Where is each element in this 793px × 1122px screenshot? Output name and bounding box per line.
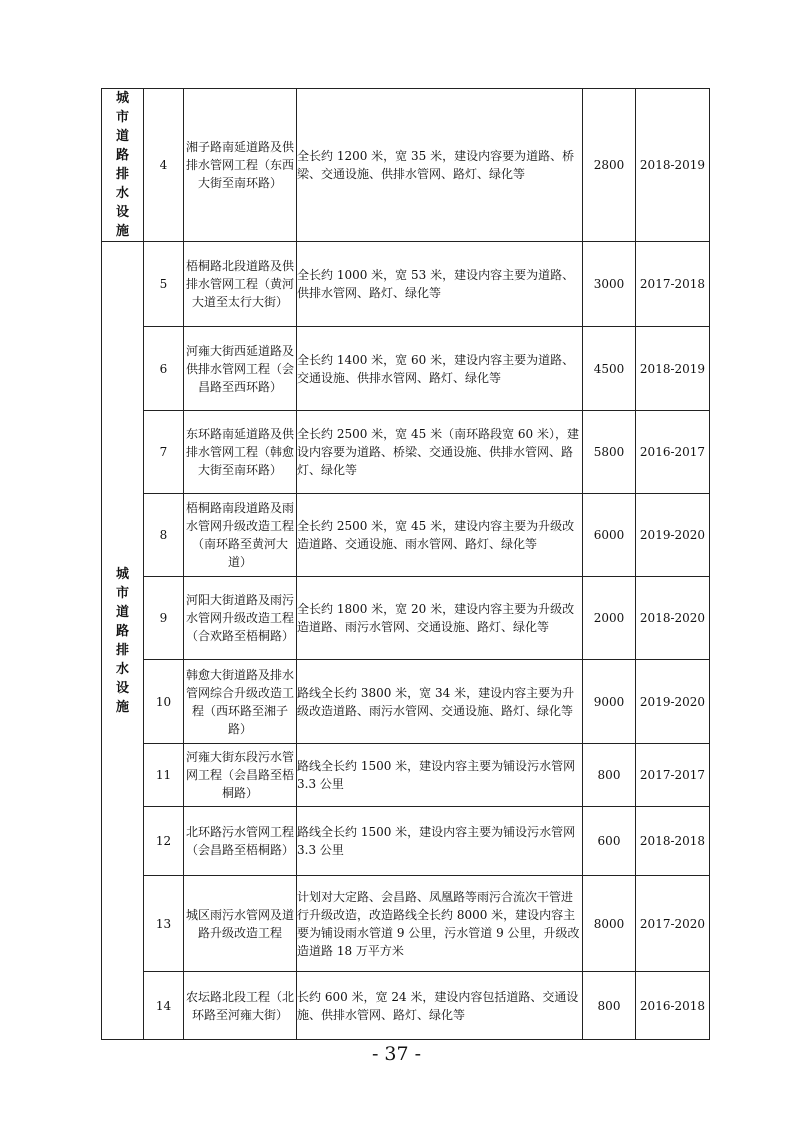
row-number: 10 bbox=[144, 660, 184, 744]
project-content: 路线全长约 1500 米，建设内容主要为铺设污水管网 3.3 公里 bbox=[297, 807, 583, 876]
project-name: 北环路污水管网工程（会昌路至梧桐路） bbox=[184, 807, 297, 876]
project-content: 长约 600 米，宽 24 米，建设内容包括道路、交通设施、供排水管网、路灯、绿化等 bbox=[297, 972, 583, 1040]
row-number: 6 bbox=[144, 327, 184, 411]
project-investment: 8000 bbox=[583, 876, 636, 972]
project-name: 农坛路北段工程（北环路至河雍大街） bbox=[184, 972, 297, 1040]
project-name: 湘子路南延道路及供排水管网工程（东西大街至南环路） bbox=[184, 89, 297, 242]
project-period: 2017-2018 bbox=[636, 242, 710, 327]
table-row bbox=[102, 876, 710, 972]
row-number: 11 bbox=[144, 744, 184, 807]
row-number: 12 bbox=[144, 807, 184, 876]
project-period: 2018-2019 bbox=[636, 89, 710, 242]
project-investment: 4500 bbox=[583, 327, 636, 411]
project-period: 2017-2017 bbox=[636, 744, 710, 807]
table-row bbox=[102, 744, 710, 807]
project-period: 2018-2020 bbox=[636, 577, 710, 660]
table-row bbox=[102, 577, 710, 660]
project-period: 2019-2020 bbox=[636, 494, 710, 577]
category-label: 城市道路排水设施 bbox=[115, 566, 129, 715]
table-row bbox=[102, 660, 710, 744]
project-period: 2018-2019 bbox=[636, 327, 710, 411]
project-name: 梧桐路南段道路及雨水管网升级改造工程（南环路至黄河大道） bbox=[184, 494, 297, 577]
project-name: 河阳大街道路及雨污水管网升级改造工程（合欢路至梧桐路） bbox=[184, 577, 297, 660]
category-cell bbox=[102, 89, 144, 242]
project-name: 东环路南延道路及供排水管网工程（韩愈大街至南环路） bbox=[184, 411, 297, 494]
table-row bbox=[102, 807, 710, 876]
project-table bbox=[101, 88, 710, 1040]
project-period: 2018-2018 bbox=[636, 807, 710, 876]
table-row bbox=[102, 494, 710, 577]
row-number: 7 bbox=[144, 411, 184, 494]
row-number: 4 bbox=[144, 89, 184, 242]
project-investment: 800 bbox=[583, 972, 636, 1040]
project-period: 2019-2020 bbox=[636, 660, 710, 744]
table-row bbox=[102, 972, 710, 1040]
project-content: 全长约 2500 米，宽 45 米（南环路段宽 60 米），建设内容要为道路、桥梁、交通设施、供排水管网、路灯、绿化等 bbox=[297, 411, 583, 494]
row-number: 8 bbox=[144, 494, 184, 577]
project-name: 城区雨污水管网及道路升级改造工程 bbox=[184, 876, 297, 972]
project-investment: 800 bbox=[583, 744, 636, 807]
project-name: 梧桐路北段道路及供排水管网工程（黄河大道至太行大街） bbox=[184, 242, 297, 327]
project-content: 全长约 1800 米，宽 20 米，建设内容主要为升级改造道路、雨污水管网、交通设施、路灯、绿化等 bbox=[297, 577, 583, 660]
project-content: 全长约 1000 米，宽 53 米，建设内容主要为道路、供排水管网、路灯、绿化等 bbox=[297, 242, 583, 327]
project-investment: 9000 bbox=[583, 660, 636, 744]
category-cell bbox=[102, 242, 144, 1040]
project-investment: 2000 bbox=[583, 577, 636, 660]
project-investment: 2800 bbox=[583, 89, 636, 242]
project-content: 计划对大定路、会昌路、凤凰路等雨污合流次干管进行升级改造，改造路线全长约 8000 米，建设内容主要为铺设雨水管道 9 公里，污水管道 9 公里，升级改造道路 18 万平方米 bbox=[297, 876, 583, 972]
project-period: 2016-2018 bbox=[636, 972, 710, 1040]
project-period: 2017-2020 bbox=[636, 876, 710, 972]
category-label: 城市道路排水设施 bbox=[115, 91, 129, 239]
project-investment: 3000 bbox=[583, 242, 636, 327]
project-investment: 6000 bbox=[583, 494, 636, 577]
page-number: - 37 - bbox=[371, 1043, 422, 1065]
table-row bbox=[102, 89, 710, 242]
row-number: 9 bbox=[144, 577, 184, 660]
table-row bbox=[102, 411, 710, 494]
project-content: 路线全长约 3800 米，宽 34 米，建设内容主要为升级改造道路、雨污水管网、交通设施、路灯、绿化等 bbox=[297, 660, 583, 744]
table-row bbox=[102, 242, 710, 327]
project-name: 韩愈大街道路及排水管网综合升级改造工程（西环路至湘子路） bbox=[184, 660, 297, 744]
table-row bbox=[102, 327, 710, 411]
row-number: 14 bbox=[144, 972, 184, 1040]
project-name: 河雍大街西延道路及供排水管网工程（会昌路至西环路） bbox=[184, 327, 297, 411]
row-number: 13 bbox=[144, 876, 184, 972]
project-content: 全长约 2500 米，宽 45 米，建设内容主要为升级改造道路、交通设施、雨水管网、路灯、绿化等 bbox=[297, 494, 583, 577]
project-investment: 600 bbox=[583, 807, 636, 876]
row-number: 5 bbox=[144, 242, 184, 327]
project-content: 全长约 1200 米，宽 35 米，建设内容要为道路、桥梁、交通设施、供排水管网、路灯、绿化等 bbox=[297, 89, 583, 242]
project-period: 2016-2017 bbox=[636, 411, 710, 494]
project-content: 路线全长约 1500 米，建设内容主要为铺设污水管网 3.3 公里 bbox=[297, 744, 583, 807]
project-name: 河雍大街东段污水管网工程（会昌路至梧桐路） bbox=[184, 744, 297, 807]
project-content: 全长约 1400 米，宽 60 米，建设内容主要为道路、交通设施、供排水管网、路灯、绿化等 bbox=[297, 327, 583, 411]
project-investment: 5800 bbox=[583, 411, 636, 494]
